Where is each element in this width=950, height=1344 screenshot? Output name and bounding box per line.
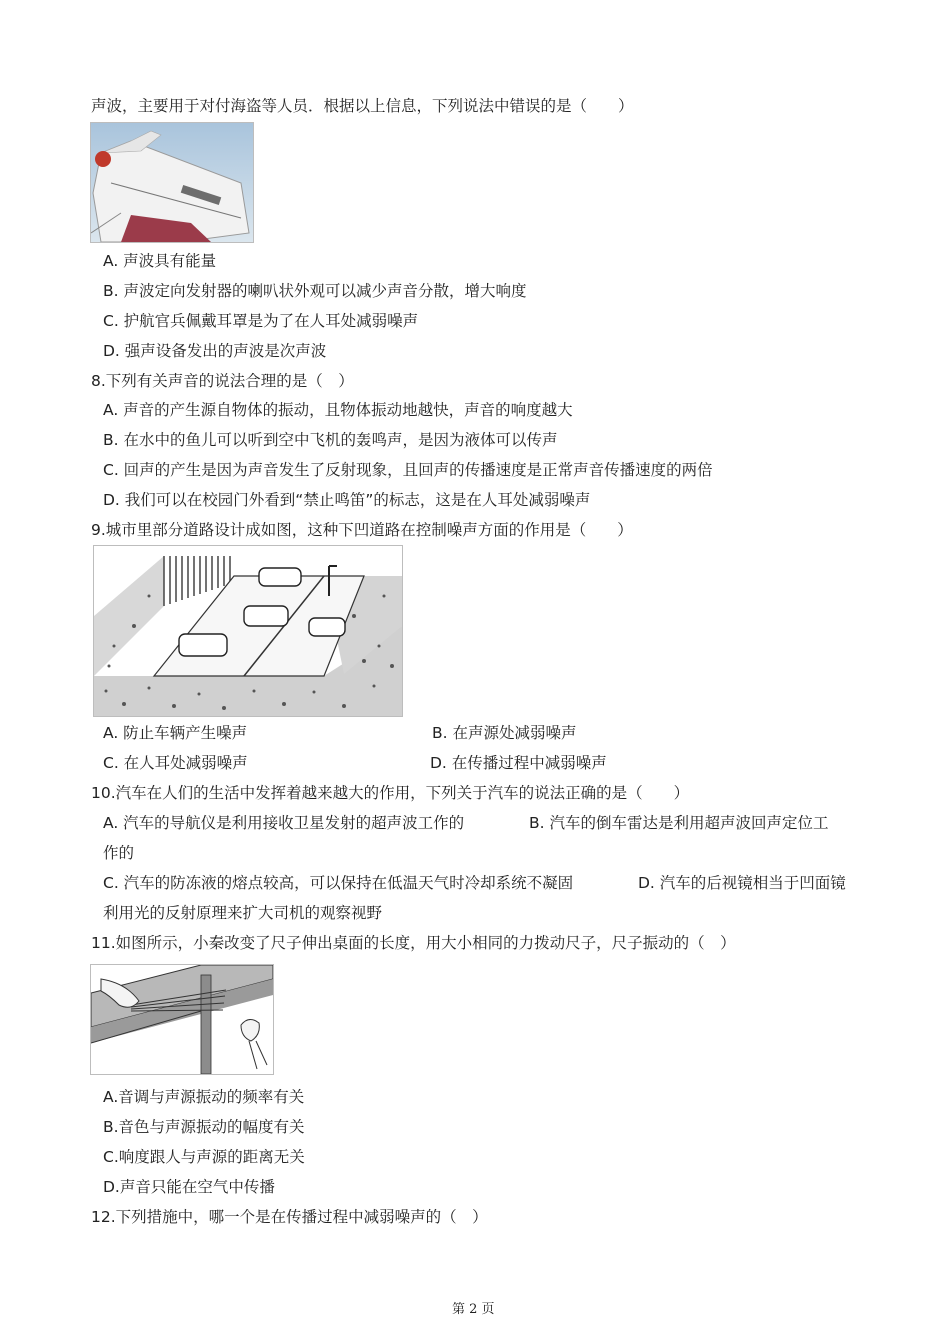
q11-option-c: C.响度跟人与声源的距离无关 — [103, 1148, 305, 1166]
q9-option-a: A. 防止车辆产生噪声 — [103, 724, 248, 742]
q10-stem: 10.汽车在人们的生活中发挥着越来越大的作用，下列关于汽车的说法正确的是（ ） — [91, 784, 690, 802]
q10-option-b: B. 汽车的倒车雷达是利用超声波回声定位工 — [529, 814, 829, 832]
q8-option-d: D. 我们可以在校园门外看到“禁止鸣笛”的标志，这是在人耳处减弱噪声 — [103, 491, 591, 509]
q10-option-b-wrap: 作的 — [103, 844, 135, 862]
q11-option-d: D.声音只能在空气中传播 — [103, 1178, 275, 1196]
sunken-road-image — [93, 545, 403, 717]
q8-option-b: B. 在水中的鱼儿可以听到空中飞机的轰鸣声，是因为液体可以传声 — [103, 431, 558, 449]
q10-option-c: C. 汽车的防冻液的熔点较高，可以保持在低温天气时冷却系统不凝固 — [103, 874, 574, 892]
q8-option-c: C. 回声的产生是因为声音发生了反射现象，且回声的传播速度是正常声音传播速度的两倍 — [103, 461, 713, 479]
q11-option-b: B.音色与声源振动的幅度有关 — [103, 1118, 305, 1136]
q9-stem: 9.城市里部分道路设计成如图，这种下凹道路在控制噪声方面的作用是（ ） — [91, 521, 633, 539]
ruler-table-image — [90, 964, 274, 1075]
q11-stem: 11.如图所示，小秦改变了尺子伸出桌面的长度，用大小相同的力拨动尺子，尺子振动的（ ） — [91, 934, 736, 952]
q12-stem: 12.下列措施中，哪一个是在传播过程中减弱噪声的（ ） — [91, 1208, 488, 1226]
q10-option-d: D. 汽车的后视镜相当于凹面镜 — [638, 874, 846, 892]
q8-stem: 8.下列有关声音的说法合理的是（ ） — [91, 372, 354, 390]
q7-option-b: B. 声波定向发射器的喇叭状外观可以减少声音分散，增大响度 — [103, 282, 527, 300]
q9-option-b: B. 在声源处减弱噪声 — [432, 724, 577, 742]
q9-option-c: C. 在人耳处减弱噪声 — [103, 754, 248, 772]
q10-option-a: A. 汽车的导航仪是利用接收卫星发射的超声波工作的 — [103, 814, 465, 832]
q8-option-a: A. 声音的产生源自物体的振动，且物体振动地越快，声音的响度越大 — [103, 401, 573, 419]
page-number: 第 2 页 — [452, 1302, 495, 1317]
ship-image — [90, 122, 254, 243]
q11-option-a: A.音调与声源振动的频率有关 — [103, 1088, 305, 1106]
q10-option-d-wrap: 利用光的反射原理来扩大司机的观察视野 — [103, 904, 383, 922]
q7-option-c: C. 护航官兵佩戴耳罩是为了在人耳处减弱噪声 — [103, 312, 419, 330]
q7-option-a: A. 声波具有能量 — [103, 252, 217, 270]
q9-option-d: D. 在传播过程中减弱噪声 — [430, 754, 607, 772]
q7-stem: 声波，主要用于对付海盗等人员．根据以上信息，下列说法中错误的是（ ） — [91, 97, 634, 115]
q7-option-d: D. 强声设备发出的声波是次声波 — [103, 342, 327, 360]
